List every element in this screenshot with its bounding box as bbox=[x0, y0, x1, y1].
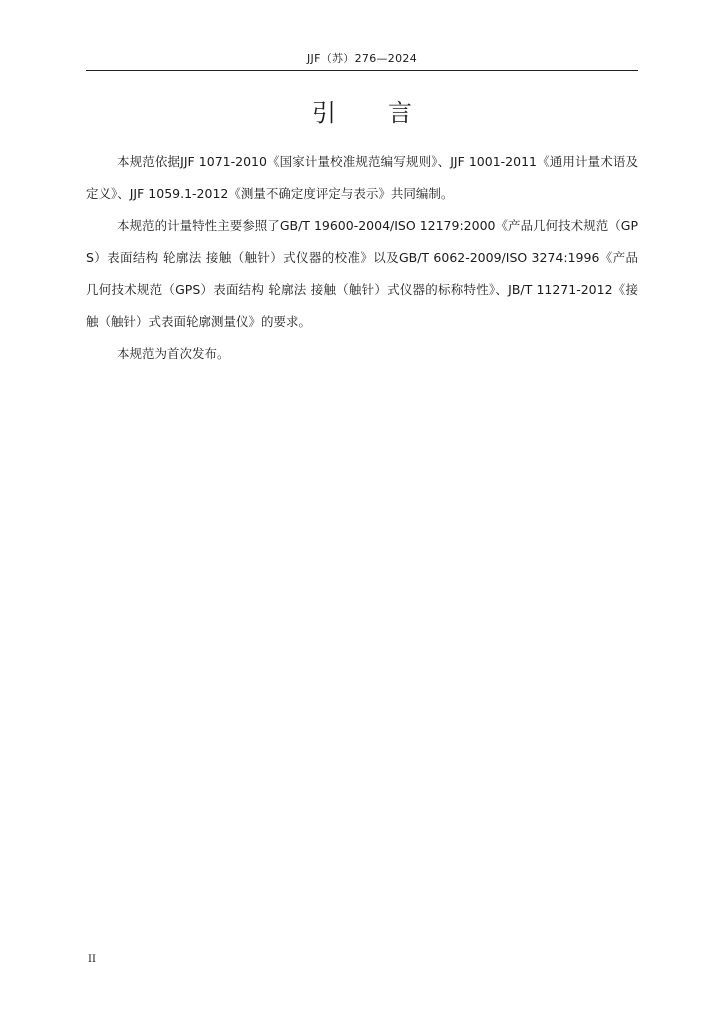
paragraph-metrology-references: 本规范的计量特性主要参照了GB/T 19600-2004/ISO 12179:2000《产品几何技术规范（GPS）表面结构 轮廓法 接触（触针）式仪器的校准》以及GB/T 6062-2009/ISO 3274:1996《产品几何技术规范（GPS）表面结构 轮廓法 接触（触针）式仪器的标称特性》、JB/T 11271-2012《接触（触针）式表面轮廓测量仪》的要求。 bbox=[86, 218, 638, 329]
paragraph-compilation-basis: 本规范依据JJF 1071-2010《国家计量校准规范编写规则》、JJF 1001-2011《通用计量术语及定义》、JJF 1059.1-2012《测量不确定度评定与表示》共同编制。 bbox=[86, 154, 638, 201]
page-header-doc-code: JJF（苏）276—2024 bbox=[86, 52, 638, 71]
page-number: II bbox=[88, 954, 96, 965]
paragraph-first-release: 本规范为首次发布。 bbox=[117, 346, 230, 361]
document-body bbox=[86, 146, 638, 370]
page-title: 引言 bbox=[312, 99, 464, 127]
